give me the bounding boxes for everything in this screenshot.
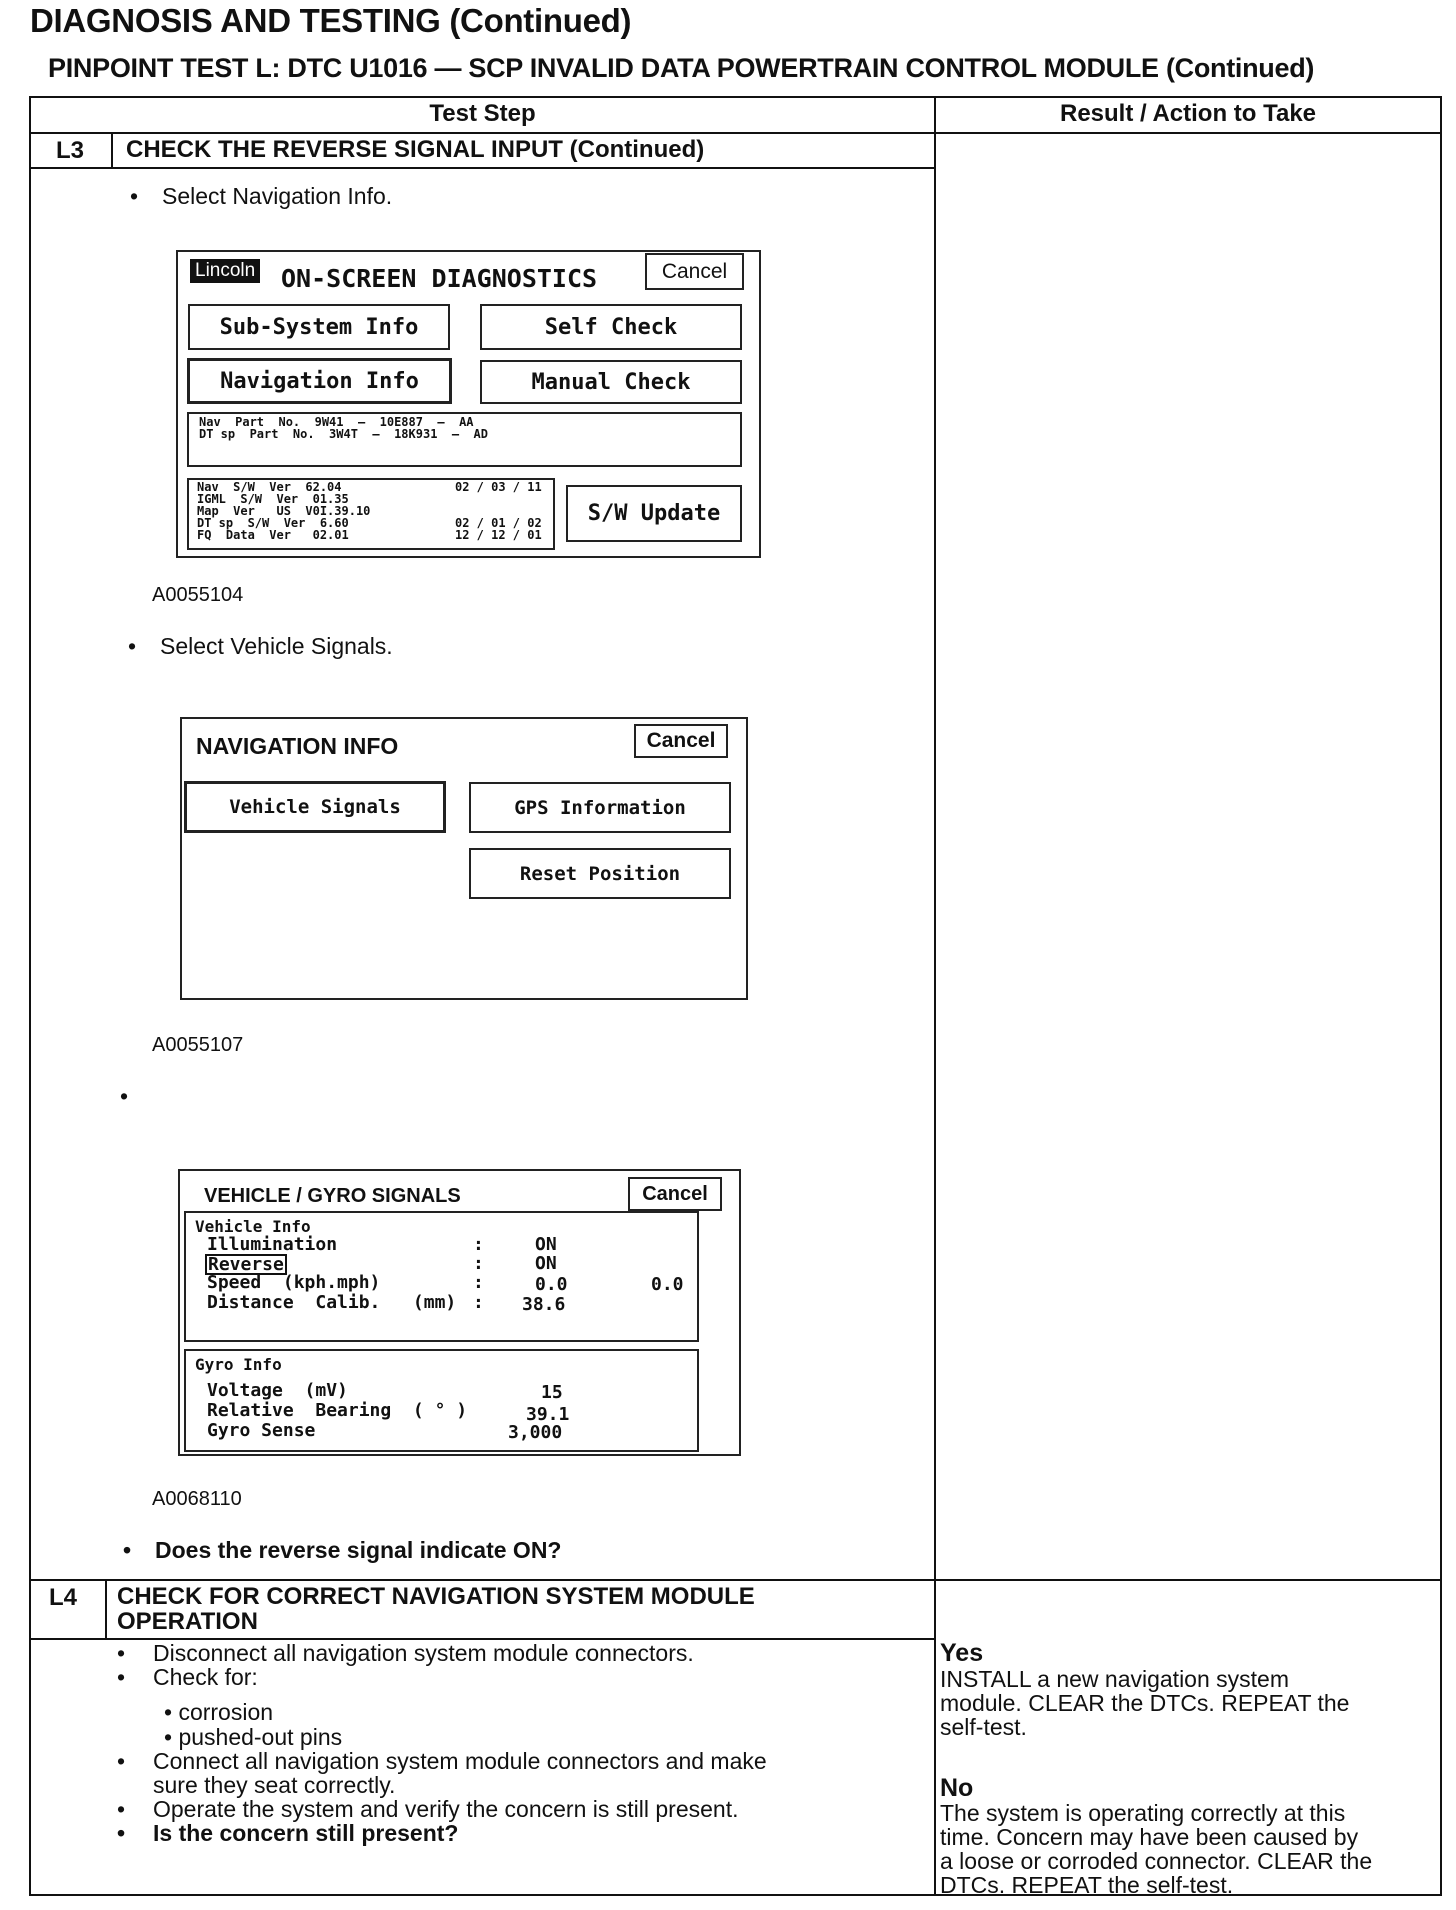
navigation-info-title: NAVIGATION INFO: [196, 733, 399, 759]
dtsp-sw-date: 02 / 01 / 02: [455, 516, 542, 530]
l4-sub-corrosion: • corrosion: [164, 1699, 274, 1725]
header-row-divider: [29, 132, 1442, 134]
figure-id-3: A0068110: [152, 1488, 242, 1510]
relative-bearing-value: 39.1: [526, 1404, 570, 1425]
distance-calib-colon: :: [473, 1292, 484, 1313]
voltage-value: 15: [541, 1382, 563, 1403]
l4-bullet-question: • Is the concern still present?: [117, 1820, 459, 1846]
map-version: Map Ver US V0I.39.10: [197, 504, 371, 518]
gyro-sense-label: Gyro Sense: [207, 1420, 316, 1441]
l4-bullet-disconnect: • Disconnect all navigation system module connectors.: [117, 1640, 694, 1666]
result-yes-label: Yes: [940, 1639, 984, 1667]
bullet-select-navigation-info: • Select Navigation Info.: [130, 183, 393, 209]
reverse-value: ON: [535, 1253, 557, 1274]
figure-id-2: A0055107: [152, 1034, 244, 1056]
distance-calib-label: Distance Calib. (mm): [207, 1292, 457, 1313]
result-no-line4: DTCs. REPEAT the self-test.: [940, 1872, 1234, 1898]
cancel-button[interactable]: Cancel: [645, 253, 744, 290]
vehicle-gyro-signals-screen: [178, 1169, 741, 1456]
result-yes-line3: self-test.: [940, 1714, 1027, 1740]
l4-bullet-check-for: • Check for:: [117, 1664, 258, 1690]
illumination-label: Illumination: [207, 1234, 338, 1255]
igml-sw-version: IGML S/W Ver 01.35: [197, 492, 349, 506]
table-border-top: [29, 96, 1442, 98]
voltage-label: Voltage (mV): [207, 1380, 348, 1401]
step-id-l4: L4: [49, 1584, 78, 1611]
bullet-reverse-question: • Does the reverse signal indicate ON?: [123, 1537, 562, 1563]
bullet-text: Select Vehicle Signals.: [160, 633, 393, 659]
l3-id-divider: [111, 133, 113, 168]
table-border-left: [29, 96, 31, 1896]
nav-part-number: Nav Part No. 9W41 – 10E887 – AA: [199, 415, 474, 429]
l4-sub-pushed-out-pins: • pushed-out pins: [164, 1724, 343, 1750]
dtsp-part-number: DT sp Part No. 3W4T – 18K931 – AD: [199, 427, 488, 441]
manual-check-button[interactable]: Manual Check: [480, 360, 742, 404]
distance-calib-value: 38.6: [522, 1294, 566, 1315]
vehicle-info-heading: Vehicle Info: [195, 1217, 311, 1236]
on-screen-diagnostics-screen: [176, 250, 761, 558]
gps-information-button[interactable]: GPS Information: [469, 782, 731, 833]
sw-update-button[interactable]: S/W Update: [566, 485, 742, 542]
step-title-l4-line1: CHECK FOR CORRECT NAVIGATION SYSTEM MODULE: [117, 1583, 755, 1610]
step-id-l3: L3: [56, 137, 85, 164]
nav-sw-date: 02 / 03 / 11: [455, 480, 542, 494]
result-yes-line2: module. CLEAR the DTCs. REPEAT the: [940, 1690, 1350, 1716]
bullet-text: Is the concern still present?: [153, 1820, 459, 1846]
bullet-text: Disconnect all navigation system module connectors.: [153, 1640, 694, 1666]
pinpoint-test-title: PINPOINT TEST L: DTC U1016 — SCP INVALID DATA POWERTRAIN CONTROL MODULE (Continued): [48, 53, 1315, 83]
illumination-colon: :: [473, 1234, 484, 1255]
bullet-text: Operate the system and verify the concern is still present.: [153, 1796, 739, 1822]
result-no-label: No: [940, 1774, 974, 1802]
part-number-panel: [187, 412, 742, 467]
cancel-button[interactable]: Cancel: [628, 1177, 722, 1211]
l4-bullet-operate: • Operate the system and verify the concern is still present.: [117, 1796, 739, 1822]
nav-sw-version: Nav S/W Ver 62.04: [197, 480, 342, 494]
lincoln-logo: Lincoln: [190, 259, 260, 283]
vehicle-info-panel: [184, 1211, 699, 1342]
speed-colon: :: [473, 1272, 484, 1293]
navigation-info-button[interactable]: Navigation Info: [187, 358, 452, 404]
illumination-value: ON: [535, 1234, 557, 1255]
vehicle-gyro-title: VEHICLE / GYRO SIGNALS: [204, 1185, 461, 1207]
reverse-label: Reverse: [205, 1254, 287, 1275]
column-divider: [934, 96, 936, 1896]
speed-value-kph: 0.0: [535, 1274, 568, 1295]
bullet-text: Does the reverse signal indicate ON?: [155, 1537, 562, 1563]
l3-title-divider: [29, 167, 935, 169]
relative-bearing-label: Relative Bearing ( ° ): [207, 1400, 468, 1421]
dtsp-sw-version: DT sp S/W Ver 6.60: [197, 516, 349, 530]
reset-position-button[interactable]: Reset Position: [469, 848, 731, 899]
result-no-line2: time. Concern may have been caused by: [940, 1824, 1359, 1850]
bullet-text: Connect all navigation system module connectors and make: [153, 1748, 767, 1774]
gyro-sense-value: 3,000: [508, 1422, 563, 1443]
step-title-l4-line2: OPERATION: [117, 1608, 258, 1635]
speed-value-mph: 0.0: [651, 1274, 684, 1295]
vehicle-signals-button[interactable]: Vehicle Signals: [184, 781, 446, 833]
reverse-colon: :: [473, 1253, 484, 1274]
l4-bullet-connect: • Connect all navigation system module connectors and make: [117, 1748, 767, 1774]
gyro-info-panel: [184, 1349, 699, 1452]
column-header-test-step: Test Step: [429, 100, 536, 127]
version-panel: [187, 478, 555, 550]
l4-bullet-connect-line2: sure they seat correctly.: [153, 1772, 396, 1798]
gyro-info-heading: Gyro Info: [195, 1355, 282, 1374]
table-border-right: [1440, 96, 1442, 1896]
diagnostics-title: ON-SCREEN DIAGNOSTICS: [281, 264, 598, 293]
fq-data-date: 12 / 12 / 01: [455, 528, 542, 542]
l4-row-divider: [29, 1579, 1442, 1581]
result-no-line3: a loose or corroded connector. CLEAR the: [940, 1848, 1373, 1874]
bullet-text: Check for:: [153, 1664, 258, 1690]
navigation-info-screen: [180, 717, 748, 1000]
figure-id-1: A0055104: [152, 584, 244, 606]
page-title: DIAGNOSIS AND TESTING (Continued): [30, 2, 632, 39]
fq-data-version: FQ Data Ver 02.01: [197, 528, 349, 542]
step-title-l3: CHECK THE REVERSE SIGNAL INPUT (Continued): [126, 136, 705, 163]
bullet-select-vehicle-signals: • Select Vehicle Signals.: [128, 633, 393, 659]
cancel-button[interactable]: Cancel: [634, 724, 728, 758]
column-header-result: Result / Action to Take: [1059, 100, 1317, 127]
result-yes-line1: INSTALL a new navigation system: [940, 1666, 1289, 1692]
speed-label: Speed (kph.mph): [207, 1272, 381, 1293]
bullet-text: Select Navigation Info.: [162, 183, 393, 209]
sub-system-info-button[interactable]: Sub-System Info: [188, 304, 450, 350]
result-no-line1: The system is operating correctly at this: [940, 1800, 1346, 1826]
self-check-button[interactable]: Self Check: [480, 304, 742, 350]
l4-id-divider: [105, 1580, 107, 1639]
